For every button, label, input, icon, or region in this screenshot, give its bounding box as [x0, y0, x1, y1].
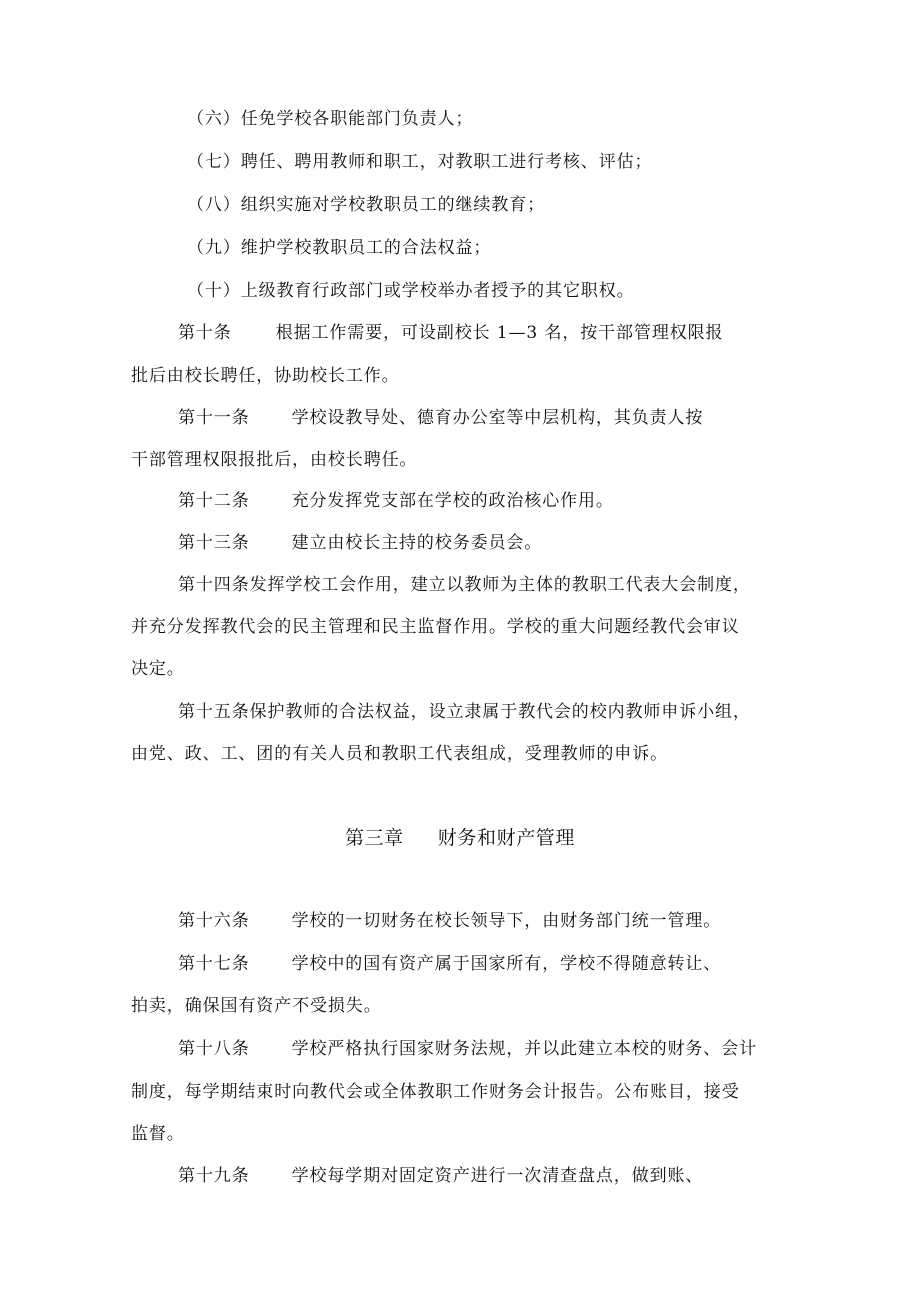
article-14-line-2: 并充分发挥教代会的民主管理和民主监督作用。学校的重大问题经教代会审议 — [131, 617, 740, 637]
item-ten: （十）上级教育行政部门或学校举办者授予的其它职权。 — [187, 281, 635, 301]
chapter-3-heading — [0, 826, 920, 850]
article-19-number: 第十九条 — [178, 1166, 250, 1186]
article-15-line-1: 第十五条保护教师的合法权益，设立隶属于教代会的校内教师申诉小组， — [178, 702, 751, 722]
article-11-line-2: 干部管理权限报批后，由校长聘任。 — [131, 450, 418, 470]
article-17-line-1 — [178, 953, 721, 975]
item-nine: （九）维护学校教职员工的合法权益； — [187, 238, 492, 258]
chapter-3-number: 第三章 — [344, 827, 404, 849]
article-11-line-1 — [178, 407, 703, 429]
chapter-3-title: 财务和财产管理 — [437, 827, 575, 849]
article-10-text-1: 根据工作需要，可设副校长 1—3 名，按干部管理权限报 — [275, 323, 724, 343]
article-17-number: 第十七条 — [178, 954, 250, 974]
article-12 — [178, 490, 614, 512]
article-16 — [178, 910, 721, 932]
article-11-number: 第十一条 — [178, 408, 250, 428]
article-18-line-3: 监督。 — [131, 1124, 185, 1144]
article-12-text: 充分发挥党支部在学校的政治核心作用。 — [291, 491, 614, 511]
article-10-number: 第十条 — [178, 323, 232, 343]
article-16-number: 第十六条 — [178, 911, 250, 931]
article-18-line-1 — [178, 1038, 757, 1060]
article-19-line-1 — [178, 1165, 703, 1187]
item-eight: （八）组织实施对学校教职员工的继续教育； — [187, 195, 545, 215]
article-13-number: 第十三条 — [178, 533, 250, 553]
article-10-line-2: 批后由校长聘任，协助校长工作。 — [131, 366, 400, 386]
article-15-line-2: 由党、政、工、团的有关人员和教职工代表组成，受理教师的申诉。 — [131, 744, 668, 764]
item-six: （六）任免学校各职能部门负责人； — [187, 109, 474, 129]
article-18-number: 第十八条 — [178, 1039, 250, 1059]
article-16-text: 学校的一切财务在校长领导下，由财务部门统一管理。 — [291, 911, 722, 931]
article-10-line-1 — [178, 322, 723, 344]
article-18-text-1: 学校严格执行国家财务法规，并以此建立本校的财务、会计 — [291, 1039, 758, 1059]
article-17-line-2: 拍卖，确保国有资产不受损失。 — [131, 996, 382, 1016]
article-17-text-1: 学校中的国有资产属于国家所有，学校不得随意转让、 — [291, 954, 722, 974]
article-11-text-1: 学校设教导处、德育办公室等中层机构，其负责人按 — [291, 408, 704, 428]
article-13-text: 建立由校长主持的校务委员会。 — [291, 533, 543, 553]
article-14-line-1: 第十四条发挥学校工会作用，建立以教师为主体的教职工代表大会制度， — [178, 575, 751, 595]
article-14-line-3: 决定。 — [131, 659, 185, 679]
article-12-number: 第十二条 — [178, 491, 250, 511]
article-13 — [178, 532, 542, 554]
item-seven: （七）聘任、聘用教师和职工，对教职工进行考核、评估； — [187, 152, 653, 172]
article-18-line-2: 制度，每学期结束时向教代会或全体教职工作财务会计报告。公布账目，接受 — [131, 1082, 740, 1102]
article-19-text-1: 学校每学期对固定资产进行一次清查盘点，做到账、 — [291, 1166, 704, 1186]
